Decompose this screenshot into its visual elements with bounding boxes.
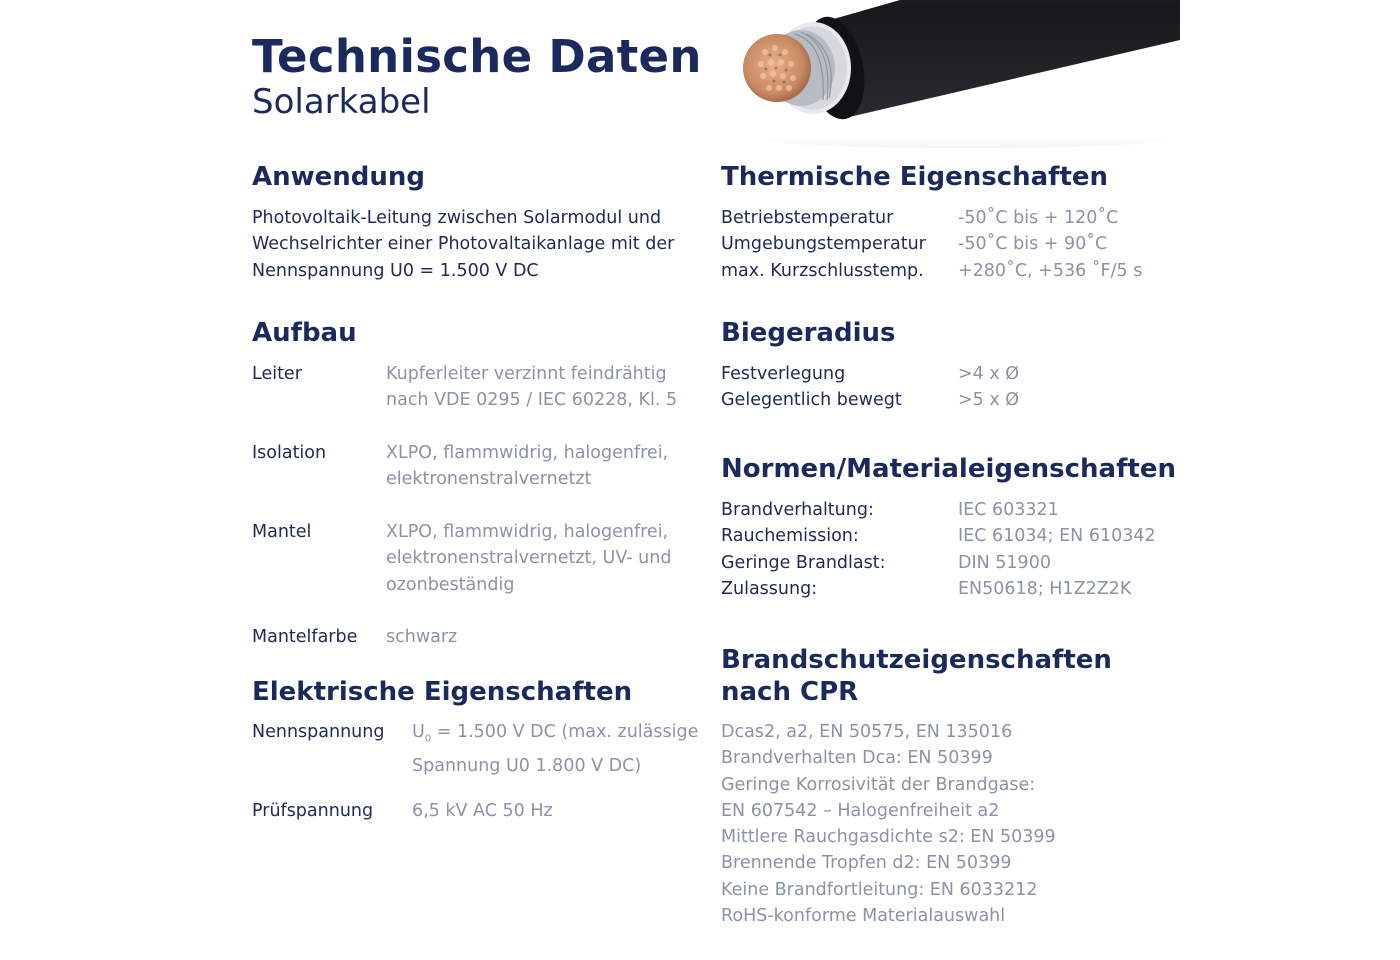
biege-labels: [721, 361, 902, 414]
aufbau-label-mantel: Mantel: [252, 522, 312, 542]
aufbau-value-mantel: [386, 519, 671, 598]
aufbau-label-mantelfarbe: Mantelfarbe: [252, 627, 358, 647]
brandschutz-line: Brandverhalten Dca: EN 50399: [721, 748, 993, 769]
brandschutz-line: EN 607542 – Halogenfreiheit a2: [721, 800, 1000, 821]
section-heading-brandschutz: Brandschutzeigenschaften: [721, 645, 1112, 675]
thermisch-label: Betriebstemperatur: [721, 208, 894, 228]
brandschutz-line: Dcas2, a2, EN 50575, EN 135016: [721, 722, 1013, 742]
nenn-subscript: 0: [424, 733, 432, 745]
section-heading-elektrisch: Elektrische Eigenschaften: [252, 677, 633, 707]
page-subtitle: Solarkabel: [252, 82, 431, 122]
normen-value: IEC 603321: [958, 500, 1059, 520]
anwendung-line: Nennspannung U0 = 1.500 V DC: [252, 260, 539, 281]
brandschutz-line: Keine Brandfortleitung: EN 6033212: [721, 879, 1038, 900]
thermisch-value: -50˚C bis + 120˚C: [958, 208, 1119, 228]
elektrisch-label-nennspannung: Nennspannung: [252, 722, 385, 742]
aufbau-value-mantelfarbe: schwarz: [386, 627, 458, 647]
value-line: Spannung U0 1.800 V DC): [412, 755, 642, 776]
elektrisch-value-pruefspannung: 6,5 kV AC 50 Hz: [412, 801, 553, 821]
biege-values: [958, 361, 1019, 414]
page-title: Technische Daten: [252, 30, 702, 83]
value-line: XLPO, flammwidrig, halogenfrei,: [386, 522, 669, 542]
biege-label: Gelegentlich bewegt: [721, 390, 902, 411]
anwendung-line: Wechselrichter einer Photovaltaikanlage mit der: [252, 234, 675, 255]
aufbau-value-isolation: [386, 440, 668, 493]
value-line: elektronenstralvernetzt: [386, 469, 592, 490]
brandschutz-line: Mittlere Rauchgasdichte s2: EN 50399: [721, 827, 1056, 848]
biege-label: Festverlegung: [721, 364, 846, 384]
normen-label: Geringe Brandlast:: [721, 552, 886, 573]
section-heading-anwendung: Anwendung: [252, 162, 426, 192]
brandschutz-line: Brennende Tropfen d2: EN 50399: [721, 853, 1012, 874]
normen-value: DIN 51900: [958, 552, 1051, 573]
solar-cable-cross-section-icon: [735, 0, 1180, 150]
brandschutz-line: RoHS-konforme Materialauswahl: [721, 906, 1006, 927]
thermisch-value: -50˚C bis + 90˚C: [958, 234, 1108, 255]
normen-value: EN50618; H1Z2Z2K: [958, 578, 1132, 599]
value-line: nach VDE 0295 / IEC 60228, Kl. 5: [386, 390, 678, 411]
elektrisch-value-nennspannung: [412, 719, 698, 779]
thermisch-label: max. Kurzschlusstemp.: [721, 260, 924, 281]
aufbau-label-isolation: Isolation: [252, 443, 327, 463]
value-line: ozonbeständig: [386, 574, 515, 595]
anwendung-text: [252, 205, 674, 284]
normen-labels: [721, 497, 886, 602]
normen-label: Zulassung:: [721, 578, 818, 599]
thermisch-values: [958, 205, 1142, 284]
section-heading-brandschutz-cpr: nach CPR: [721, 677, 859, 707]
value-line: Kupferleiter verzinnt feindrähtig: [386, 364, 667, 384]
section-heading-thermisch: Thermische Eigenschaften: [721, 162, 1109, 192]
section-heading-aufbau: Aufbau: [252, 318, 357, 348]
value-line: = 1.500 V DC (max. zulässige: [431, 722, 699, 742]
nenn-symbol: U: [412, 722, 425, 742]
normen-value: IEC 61034; EN 610342: [958, 526, 1156, 547]
normen-values: [958, 497, 1156, 602]
normen-label: Rauchemission:: [721, 526, 859, 547]
thermisch-value: +280˚C, +536 ˚F/5 s: [958, 260, 1143, 281]
section-heading-normen: Normen/Materialeigenschaften: [721, 454, 1176, 484]
value-line: XLPO, flammwidrig, halogenfrei,: [386, 443, 669, 463]
section-heading-biegeradius: Biegeradius: [721, 318, 896, 348]
brandschutz-line: Geringe Korrosivität der Brandgase:: [721, 774, 1036, 795]
thermisch-labels: [721, 205, 926, 284]
elektrisch-label-pruefspannung: Prüfspannung: [252, 801, 374, 821]
anwendung-line: Photovoltaik-Leitung zwischen Solarmodul und: [252, 208, 662, 228]
aufbau-label-leiter: Leiter: [252, 364, 302, 384]
biege-value: >4 x Ø: [958, 364, 1020, 384]
value-line: elektronenstralvernetzt, UV- und: [386, 548, 672, 569]
normen-label: Brandverhaltung:: [721, 500, 874, 520]
aufbau-value-leiter: [386, 361, 677, 414]
thermisch-label: Umgebungstemperatur: [721, 234, 926, 255]
biege-value: >5 x Ø: [958, 390, 1020, 411]
brandschutz-list: [721, 719, 1056, 929]
